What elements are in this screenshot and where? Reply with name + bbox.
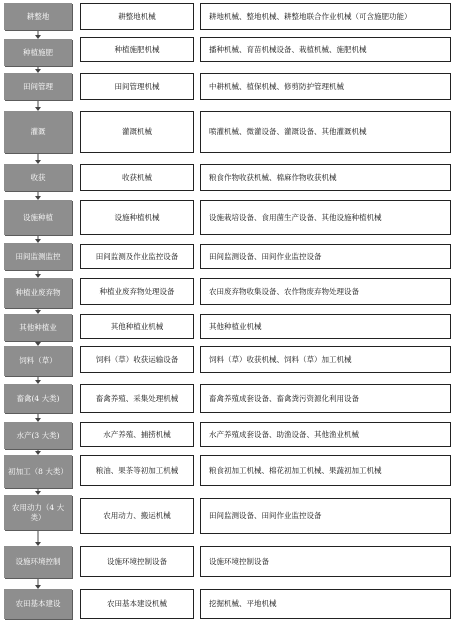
machinery-category-label: 收获机械 xyxy=(122,172,152,182)
equipment-list-label: 中耕机械、植保机械、修剪防护管理机械 xyxy=(209,81,344,91)
machinery-category-box xyxy=(80,546,194,577)
equipment-list-box xyxy=(200,455,451,486)
machinery-category-label: 田间管理机械 xyxy=(114,81,160,91)
equipment-list-box xyxy=(200,3,451,30)
machinery-category-label: 种植业废弃物处理设备 xyxy=(99,286,175,296)
equipment-list-label: 挖掘机械、平地机械 xyxy=(209,599,277,608)
equipment-list-box xyxy=(200,37,451,62)
machinery-category-label: 田间监测及作业监控设备 xyxy=(95,251,179,261)
stage-label: 田间管理 xyxy=(23,81,53,91)
stage-label: 畜禽(4 大类) xyxy=(16,393,60,403)
machinery-category-box xyxy=(80,244,194,269)
stage-label: 初加工（8 大类） xyxy=(8,466,68,476)
stage-label: 设施种植 xyxy=(23,212,53,222)
equipment-list-label: 田间监测设备、田间作业监控设备 xyxy=(209,251,322,261)
equipment-list-label: 水产养殖成套设备、助渔设备、其他渔业机械 xyxy=(209,429,359,439)
machinery-category-label: 种植施肥机械 xyxy=(114,44,160,54)
machinery-category-box xyxy=(80,384,194,413)
machinery-category-label: 设施环境控制设备 xyxy=(107,556,167,566)
machinery-category-label: 农田基本建设机械 xyxy=(107,599,167,608)
machinery-category-box xyxy=(80,498,194,534)
equipment-list-label: 畜禽养殖成套设备、畜禽粪污资源化利用设备 xyxy=(209,393,359,403)
stage-node xyxy=(4,111,72,153)
equipment-list-label: 设施栽培设备、食用菌生产设备、其他设施种植机械 xyxy=(209,212,382,222)
machinery-category-box xyxy=(80,111,194,153)
machinery-category-box xyxy=(80,3,194,30)
stage-node xyxy=(4,278,72,308)
stage-label: 农用动力（4 大类） xyxy=(11,502,65,522)
machinery-category-label: 畜禽养殖、采集处理机械 xyxy=(95,393,179,403)
equipment-list-box xyxy=(200,546,451,577)
equipment-list-label: 农田废弃物收集设备、农作物废弃物处理设备 xyxy=(209,286,359,296)
machinery-category-box xyxy=(80,314,194,339)
machinery-category-label: 饲料（草）收获运输设备 xyxy=(95,354,179,364)
stage-label: 其他种植业 xyxy=(19,322,57,332)
equipment-list-box xyxy=(200,244,451,269)
stage-label: 种植施肥 xyxy=(23,47,53,57)
stage-node xyxy=(4,243,72,270)
equipment-list-label: 播种机械、育苗机械设备、栽植机械、施肥机械 xyxy=(209,44,367,54)
stage-label: 农田基本建设 xyxy=(15,599,61,608)
stage-node xyxy=(4,495,72,530)
equipment-list-label: 粮食初加工机械、棉花初加工机械、果蔬初加工机械 xyxy=(209,465,382,475)
machinery-category-label: 水产养殖、捕捞机械 xyxy=(103,429,171,439)
equipment-list-label: 其他种植业机械 xyxy=(209,321,262,331)
machinery-category-box xyxy=(80,346,194,373)
machinery-category-label: 灌溉机械 xyxy=(122,127,152,136)
stage-node xyxy=(4,546,72,578)
stage-node xyxy=(4,73,72,100)
equipment-list-label: 饲料（草）收获机械、饲料（草）加工机械 xyxy=(209,354,352,364)
stage-node xyxy=(4,200,72,235)
machinery-category-box xyxy=(80,278,194,305)
machinery-category-label: 耕整地机械 xyxy=(118,11,156,21)
equipment-list-box xyxy=(200,278,451,305)
equipment-list-box xyxy=(200,384,451,413)
equipment-list-box xyxy=(200,314,451,339)
stage-label: 田间监测监控 xyxy=(15,251,61,261)
stage-node xyxy=(4,39,72,66)
stage-node xyxy=(4,3,72,30)
machinery-category-label: 其他种植业机械 xyxy=(110,321,164,331)
stage-label: 设施环境控制 xyxy=(15,557,61,566)
equipment-list-box xyxy=(200,164,451,191)
stage-node xyxy=(4,314,72,341)
stage-label: 水产(3 大类) xyxy=(16,430,60,440)
machinery-category-box xyxy=(80,200,194,235)
machinery-category-box xyxy=(80,73,194,100)
equipment-list-box xyxy=(200,200,451,235)
machinery-category-label: 设施种植机械 xyxy=(114,212,160,222)
equipment-list-box xyxy=(200,589,451,619)
stage-node xyxy=(4,384,72,413)
equipment-list-label: 喷灌机械、微灌设备、灌溉设备、其他灌溉机械 xyxy=(209,127,367,136)
equipment-list-label: 设施环境控制设备 xyxy=(209,556,269,566)
stage-node xyxy=(4,164,72,191)
stage-label: 灌溉 xyxy=(30,127,46,136)
machinery-category-label: 粮油、果茶等初加工机械 xyxy=(95,465,179,475)
stage-label: 种植业废弃物 xyxy=(15,288,61,297)
stage-node xyxy=(4,455,72,488)
stage-node xyxy=(4,422,72,449)
stage-node xyxy=(4,346,72,376)
stage-label: 耕整地 xyxy=(26,11,50,21)
machinery-category-box xyxy=(80,164,194,191)
equipment-list-box xyxy=(200,422,451,447)
equipment-list-box xyxy=(200,346,451,373)
equipment-list-box xyxy=(200,498,451,534)
machinery-category-box xyxy=(80,455,194,486)
stage-node xyxy=(4,589,72,619)
machinery-category-box xyxy=(80,422,194,447)
equipment-list-box xyxy=(200,111,451,153)
machinery-category-box xyxy=(80,37,194,62)
equipment-list-label: 耕地机械、整地机械、耕整地联合作业机械（可含施肥功能） xyxy=(209,11,412,21)
stage-label: 饲料（草） xyxy=(19,356,57,365)
equipment-list-label: 田间监测设备、田间作业监控设备 xyxy=(209,511,322,520)
stage-label: 收获 xyxy=(30,172,46,182)
machinery-category-box xyxy=(80,589,194,619)
machinery-category-label: 农用动力、搬运机械 xyxy=(103,511,171,520)
equipment-list-label: 粮食作物收获机械、棉麻作物收获机械 xyxy=(209,172,337,182)
equipment-list-box xyxy=(200,73,451,100)
